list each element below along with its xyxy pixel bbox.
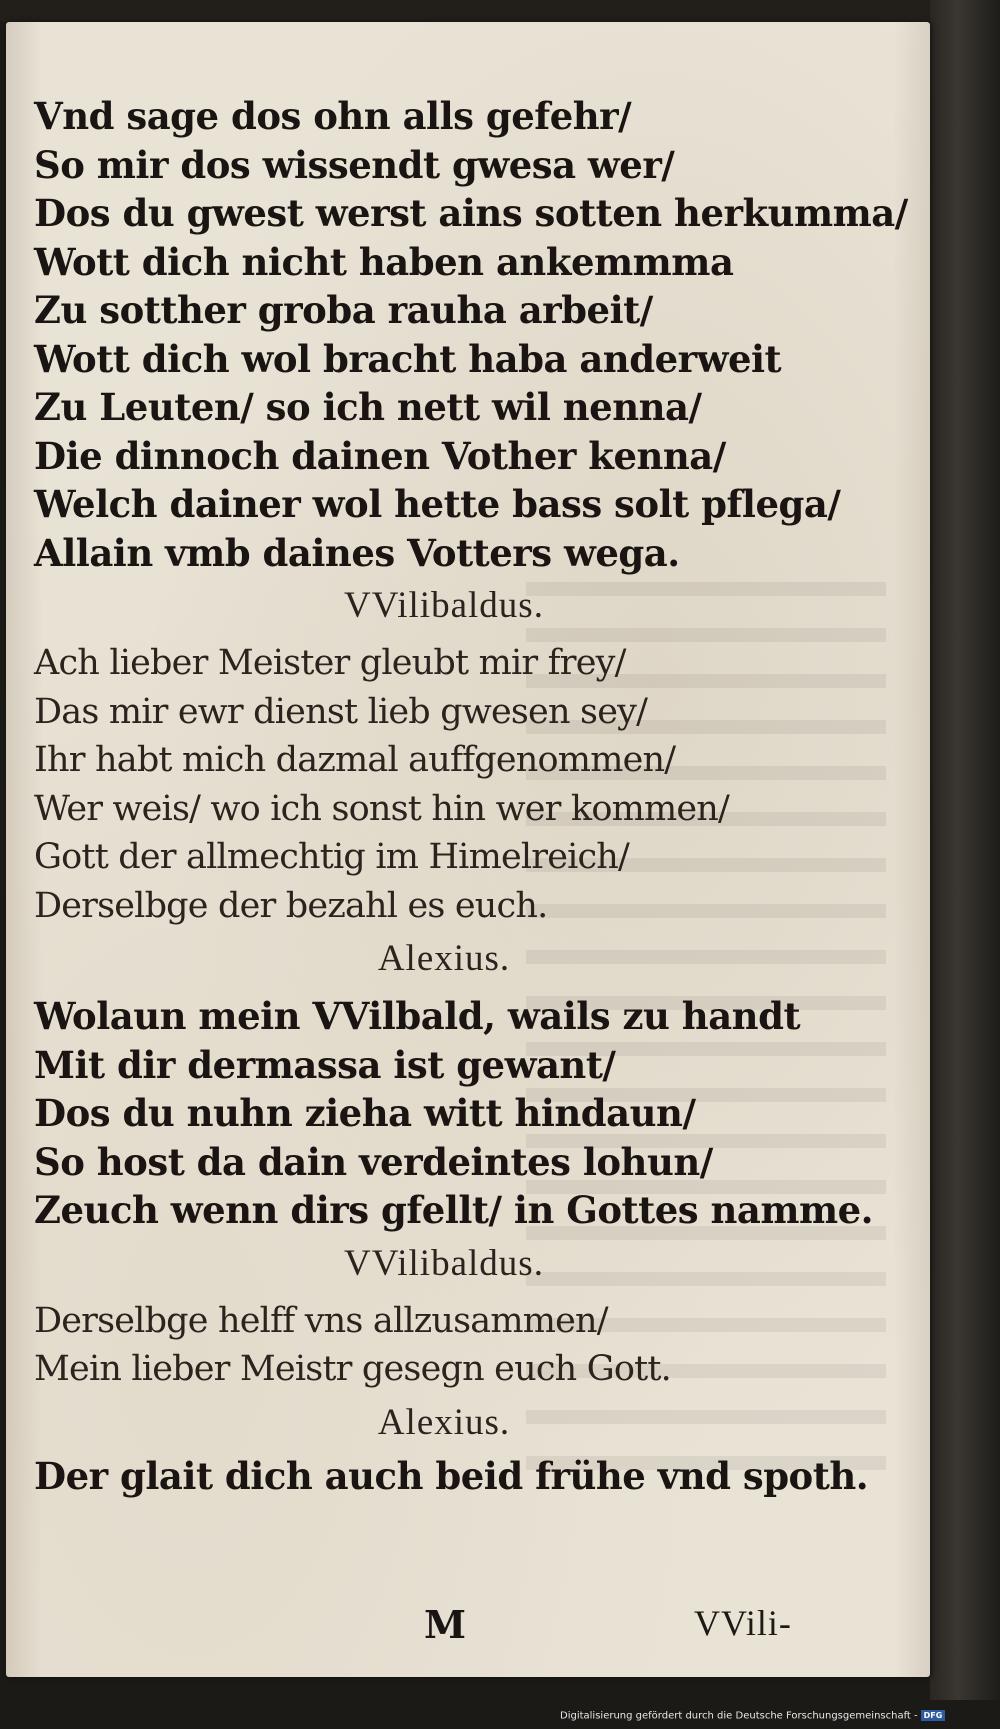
verse-line: Mit dir dermassa ist gewant/ bbox=[34, 1042, 616, 1087]
book-page bbox=[6, 22, 930, 1677]
verse-line: So host da dain verdeintes lohun/ bbox=[34, 1139, 713, 1184]
credit-text: Digitalisierung gefördert durch die Deutsche Forschungsgemeinschaft - bbox=[560, 1710, 918, 1722]
verse-line: Zu sotther groba rauha arbeit/ bbox=[34, 288, 653, 332]
catchword: VVili- bbox=[694, 1603, 792, 1643]
verse-line: Dos du gwest werst ains sotten herkumma/ bbox=[34, 191, 908, 235]
verse-line: Ihr habt mich dazmal auffgenommen/ bbox=[34, 740, 676, 780]
verse-line: Die dinnoch dainen Vother kenna/ bbox=[34, 433, 726, 478]
verse-block-2 bbox=[34, 639, 914, 930]
page-text bbox=[34, 92, 914, 1500]
verse-line: Allain vmb daines Votters wega. bbox=[34, 530, 680, 575]
verse-line: Zu Leuten/ so ich nett wil nenna/ bbox=[34, 385, 702, 429]
verse-line: Wott dich nicht haben ankemmma bbox=[34, 239, 734, 284]
verse-line: Mein lieber Meistr gesegn euch Gott. bbox=[34, 1349, 671, 1389]
verse-line: Wer weis/ wo ich sonst hin wer kommen/ bbox=[34, 788, 730, 829]
verse-line: Wott dich wol bracht haba anderweit bbox=[34, 336, 782, 381]
speaker-heading: Alexius. bbox=[377, 938, 511, 979]
verse-line: Zeuch wenn dirs gfellt/ in Gottes namme. bbox=[34, 1188, 874, 1232]
scan-top-border bbox=[0, 0, 1000, 22]
verse-line: Das mir ewr dienst lieb gwesen sey/ bbox=[34, 691, 648, 732]
verse-line: Vnd sage dos ohn alls gefehr/ bbox=[34, 94, 632, 138]
verse-block-3 bbox=[34, 992, 914, 1235]
digitization-credit bbox=[560, 1710, 945, 1722]
verse-line: Derselbge der bezahl es euch. bbox=[34, 885, 548, 926]
speaker-heading: VVilibaldus. bbox=[344, 585, 544, 626]
verse-line: Welch dainer wol hette bass solt pflega/ bbox=[34, 482, 841, 526]
dfg-logo: DFG bbox=[921, 1710, 946, 1721]
speaker-heading: VVilibaldus. bbox=[344, 1242, 544, 1284]
signature-mark: M bbox=[424, 1602, 467, 1647]
page-footer bbox=[34, 1602, 834, 1652]
verse-line: Der glait dich auch beid frühe vnd spoth. bbox=[34, 1453, 869, 1498]
verse-line: Wolaun mein VVilbald, wails zu handt bbox=[34, 994, 801, 1038]
verse-line: Ach lieber Meister gleubt mir frey/ bbox=[34, 643, 626, 683]
verse-line: Dos du nuhn zieha witt hindaun/ bbox=[34, 1091, 696, 1135]
verse-line: So mir dos wissendt gwesa wer/ bbox=[34, 142, 675, 187]
verse-block-1 bbox=[34, 92, 914, 577]
speaker-heading: Alexius. bbox=[377, 1401, 511, 1443]
scan-right-border bbox=[930, 0, 1000, 1700]
verse-line: Derselbge helff vns allzusammen/ bbox=[34, 1300, 608, 1341]
verse-block-4 bbox=[34, 1297, 914, 1394]
verse-block-5 bbox=[34, 1452, 914, 1501]
verse-line: Gott der allmechtig im Himelreich/ bbox=[34, 837, 630, 877]
